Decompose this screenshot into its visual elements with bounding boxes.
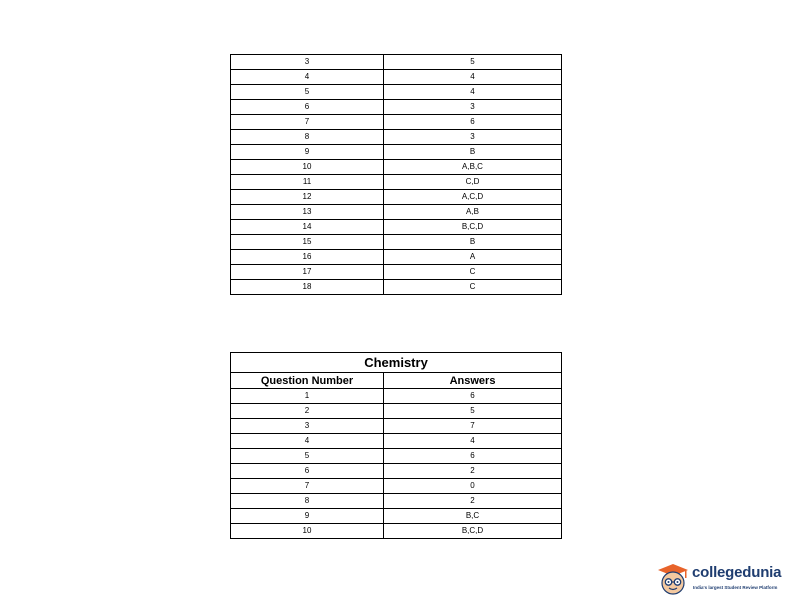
question-number-header: Question Number — [231, 373, 384, 389]
question-number-cell: 16 — [231, 250, 384, 265]
table-row — [231, 464, 562, 479]
answer-cell: 2 — [384, 494, 562, 509]
table-row — [231, 509, 562, 524]
answer-cell: B — [384, 235, 562, 250]
question-number-cell: 11 — [231, 175, 384, 190]
answer-cell: B,C,D — [384, 220, 562, 235]
question-number-cell: 2 — [231, 404, 384, 419]
table-row — [231, 70, 562, 85]
table-row — [231, 235, 562, 250]
question-number-cell: 10 — [231, 160, 384, 175]
answer-key-body — [231, 55, 562, 295]
answer-key-table-continued — [230, 54, 562, 295]
question-number-cell: 7 — [231, 479, 384, 494]
question-number-cell: 15 — [231, 235, 384, 250]
mascot-icon — [656, 562, 690, 596]
answer-cell: C,D — [384, 175, 562, 190]
answer-cell: B — [384, 145, 562, 160]
answer-cell: 4 — [384, 70, 562, 85]
table-row — [231, 100, 562, 115]
column-header-row — [231, 373, 562, 389]
chemistry-answer-table — [230, 352, 562, 539]
answer-cell: 2 — [384, 464, 562, 479]
collegedunia-logo — [656, 560, 792, 600]
question-number-cell: 14 — [231, 220, 384, 235]
table-row — [231, 265, 562, 280]
answer-cell: A,C,D — [384, 190, 562, 205]
question-number-cell: 4 — [231, 434, 384, 449]
chemistry-table-head — [231, 353, 562, 389]
table-row — [231, 419, 562, 434]
question-number-cell: 8 — [231, 130, 384, 145]
answer-cell: 6 — [384, 449, 562, 464]
table-row — [231, 220, 562, 235]
answer-cell: 4 — [384, 85, 562, 100]
table-row — [231, 250, 562, 265]
table-row — [231, 145, 562, 160]
question-number-cell: 4 — [231, 70, 384, 85]
question-number-cell: 12 — [231, 190, 384, 205]
answer-cell: A — [384, 250, 562, 265]
answer-cell: 3 — [384, 100, 562, 115]
answer-cell: A,B,C — [384, 160, 562, 175]
question-number-cell: 6 — [231, 464, 384, 479]
table-row — [231, 175, 562, 190]
question-number-cell: 1 — [231, 389, 384, 404]
answer-cell: 4 — [384, 434, 562, 449]
answer-cell: A,B — [384, 205, 562, 220]
table-row — [231, 389, 562, 404]
table-row — [231, 449, 562, 464]
question-number-cell: 8 — [231, 494, 384, 509]
table-row — [231, 494, 562, 509]
answer-cell: 5 — [384, 404, 562, 419]
table-row — [231, 55, 562, 70]
subject-title: Chemistry — [231, 353, 562, 373]
question-number-cell: 3 — [231, 55, 384, 70]
answer-cell: 6 — [384, 115, 562, 130]
table-row — [231, 160, 562, 175]
table-row — [231, 434, 562, 449]
question-number-cell: 3 — [231, 419, 384, 434]
table-row — [231, 205, 562, 220]
subject-title-row — [231, 353, 562, 373]
table-row — [231, 85, 562, 100]
answer-cell: 5 — [384, 55, 562, 70]
question-number-cell: 7 — [231, 115, 384, 130]
chemistry-table-body — [231, 389, 562, 539]
answer-cell: C — [384, 265, 562, 280]
question-number-cell: 18 — [231, 280, 384, 295]
answer-cell: 0 — [384, 479, 562, 494]
question-number-cell: 10 — [231, 524, 384, 539]
logo-wordmark: collegedunia — [692, 564, 782, 581]
question-number-cell: 9 — [231, 145, 384, 160]
answer-cell: 6 — [384, 389, 562, 404]
question-number-cell: 5 — [231, 449, 384, 464]
table-row — [231, 404, 562, 419]
question-number-cell: 5 — [231, 85, 384, 100]
table-row — [231, 479, 562, 494]
table-row — [231, 130, 562, 145]
answer-cell: B,C,D — [384, 524, 562, 539]
question-number-cell: 13 — [231, 205, 384, 220]
table-row — [231, 190, 562, 205]
table-row — [231, 280, 562, 295]
table-row — [231, 524, 562, 539]
question-number-cell: 6 — [231, 100, 384, 115]
answer-cell: 3 — [384, 130, 562, 145]
logo-tagline: India's largest Student Review Platform — [693, 585, 778, 590]
answer-cell: C — [384, 280, 562, 295]
answers-header: Answers — [384, 373, 562, 389]
answer-cell: 7 — [384, 419, 562, 434]
answer-cell: B,C — [384, 509, 562, 524]
question-number-cell: 17 — [231, 265, 384, 280]
table-row — [231, 115, 562, 130]
question-number-cell: 9 — [231, 509, 384, 524]
